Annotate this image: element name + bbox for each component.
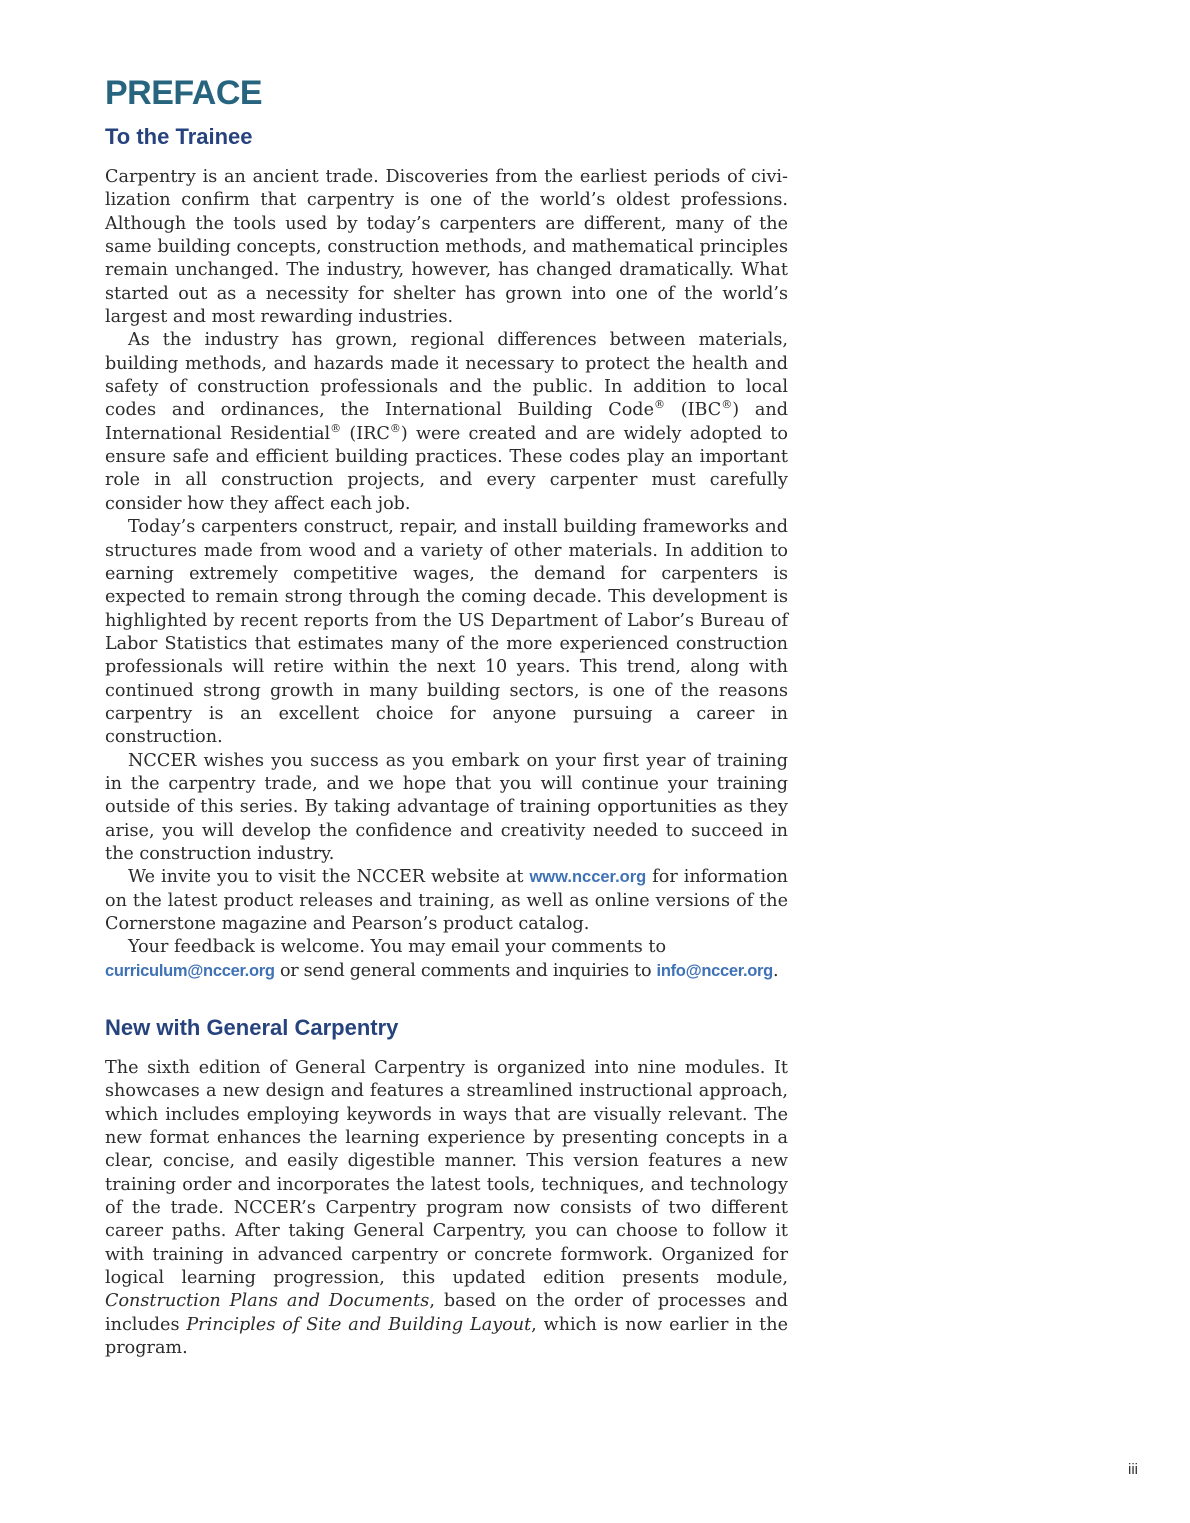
email-link-curriculum[interactable]: curriculum@nccer.org — [105, 961, 275, 980]
website-link[interactable]: www.nccer.org — [529, 868, 647, 887]
registered-mark: ® — [389, 421, 401, 435]
paragraph: As the industry has grown, regional differences between materials, building methods, and hazards made it necessary to protect the health and safety of construction professionals and the public. In addition to local codes and ordinances, the International Building Code® (IBC®) and International Residential® (IRC®) were created and are widely adopted to ensure safe and efficient building practices. These codes play an important role in all construction projects, and every carpenter must carefully consider how they affect each job. — [105, 330, 788, 514]
paragraph: The sixth edition of General Carpentry is organized into nine modules. It showcases a new design and features a streamlined instructional approach, which includes employing keywords in ways that are visually relevant. The new format enhances the learning experience by presenting concepts in a clear, concise, and easily digestible manner. This version features a new training order and incorporates the latest tools, techniques, and technology of the trade. NCCER’s Carpentry program now consists of two different career paths. After taking General Carpentry, you can choose to follow it with training in advanced carpentry or concrete formwork. Organized for logical learning progression, this updated edition presents module, Construction Plans and Documents, based on the order of processes and includes Principles of Site and Building Layout, which is now earlier in the program. — [105, 1058, 788, 1359]
paragraph: curriculum@nccer.org or send general comments and inquiries to info@nccer.org. — [105, 960, 779, 981]
section-heading-trainee: To the Trainee — [105, 124, 253, 149]
email-link-info[interactable]: info@nccer.org — [656, 961, 773, 980]
registered-mark: ® — [721, 398, 733, 412]
page-title: PREFACE — [105, 74, 263, 112]
paragraph: NCCER wishes you success as you embark on your first year of training in the carpentry trade, and we hope that you will continue your training outside of this series. By taking advantage of training opportunities as they arise, you will develop the confidence and creativity needed to succeed in the construction industry. — [105, 750, 788, 864]
section-heading-new: New with General Carpentry — [105, 1015, 399, 1041]
registered-mark: ® — [653, 398, 665, 412]
section-new-body — [105, 1057, 788, 1360]
paragraph: Carpentry is an ancient trade. Discoveries from the earliest periods of civilization confirm that carpentry is one of the world’s oldest professions. Although the tools used by today’s carpenters are different, many of the same building concepts, construction methods, and mathematical principles remain unchanged. The industry, however, has changed dramatically. What started out as a necessity for shelter has grown into one of the world’s largest and most rewarding industries. — [105, 167, 788, 328]
paragraph: We invite you to visit the NCCER website at www.nccer.org for information on the latest product releases and training, as well as online versions of the Cornerstone magazine and Pearson’s product catalog. — [105, 867, 788, 934]
section-trainee-body — [105, 166, 788, 983]
paragraph: Your feedback is welcome. You may email your comments to — [128, 937, 667, 958]
page-content — [105, 70, 788, 1361]
registered-mark: ® — [330, 421, 342, 435]
page-number: iii — [1128, 1461, 1138, 1478]
paragraph: Today’s carpenters construct, repair, and install building frameworks and structures made from wood and a variety of other materials. In addition to earning extremely competitive wages, the demand for carpenters is expected to remain strong through the coming decade. This development is highlighted by recent reports from the US Department of Labor’s Bureau of Labor Statistics that estimates many of the more experienced construction professionals will retire within the next 10 years. This trend, along with continued strong growth in many building sectors, is one of the reasons carpentry is an excellent choice for anyone pursuing a career in construction. — [105, 517, 788, 748]
